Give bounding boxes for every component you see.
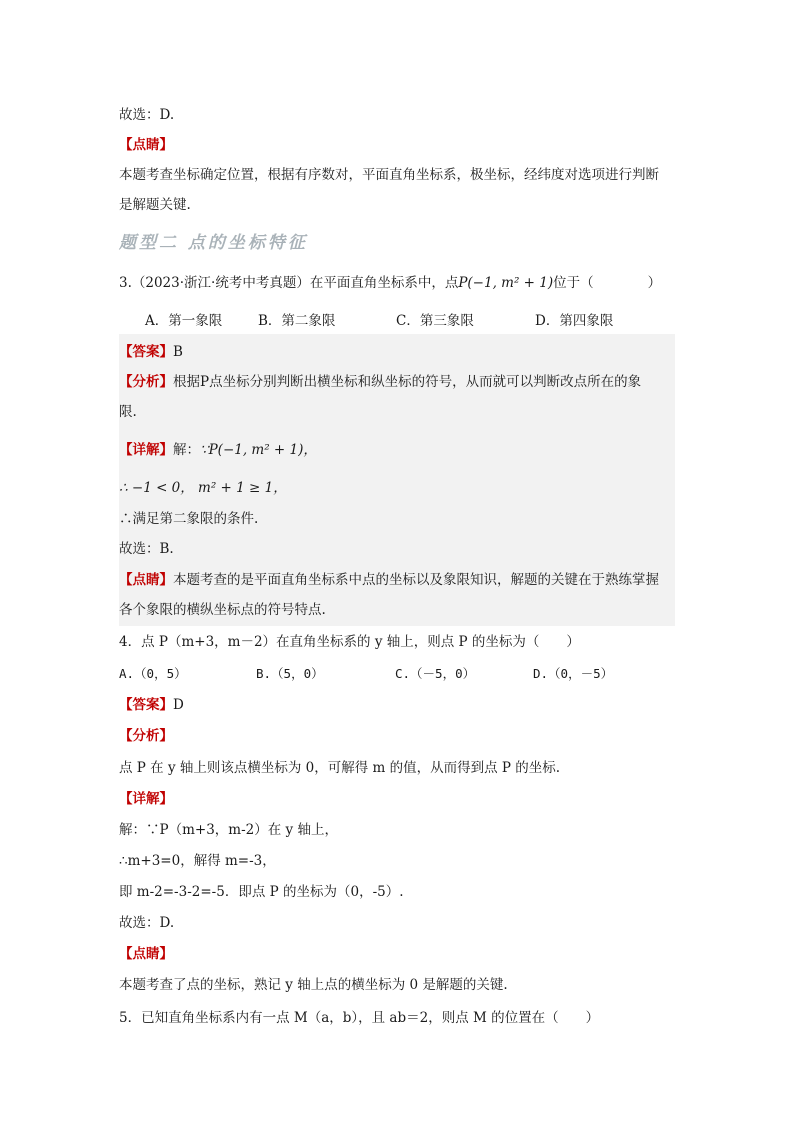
q3-analysis-line2: 限. [119, 404, 137, 420]
q3-detail-tag: 【详解】 [119, 442, 173, 458]
q3-option-a: A．第一象限 [145, 313, 223, 329]
q4-answer-value: D [173, 697, 184, 713]
section-title: 题型二 点的坐标特征 [119, 233, 308, 253]
q5-stem: 5．已知直角坐标系内有一点 M（a，b），且 ab＝2，则点 M 的位置在（ ） [119, 1010, 600, 1026]
q4-answer [119, 695, 184, 715]
q3-answer [119, 342, 183, 362]
q4-analysis: 点 P 在 y 轴上则该点横坐标为 0，可解得 m 的值，从而得到点 P 的坐标. [119, 760, 561, 776]
q2-comment-line2: 是解题关键. [119, 197, 191, 213]
q3-conclusion: 故选：B. [119, 541, 174, 557]
q3-analysis [119, 372, 641, 392]
q3-step2: ∴满足第二象限的条件. [119, 511, 259, 527]
q2-comment-tag: 【点睛】 [119, 137, 173, 153]
q4-conclusion: 故选：D. [119, 915, 175, 931]
q4-stem: 4．点 P（m+3，m－2）在直角坐标系的 y 轴上，则点 P 的坐标为（ ） [119, 634, 580, 650]
q3-answer-tag: 【答案】 [119, 344, 173, 360]
q3-detail-prefix: 解： [173, 442, 200, 458]
q4-analysis-tag: 【分析】 [119, 728, 173, 744]
q3-option-d: D．第四象限 [535, 313, 614, 329]
q3-stem [119, 273, 661, 293]
q4-step1: 解：∵P（m+3，m-2）在 y 轴上， [119, 822, 338, 838]
q2-answer-line: 故选：D. [119, 107, 175, 123]
q3-stem-prefix: 3.（2023·浙江·统考中考真题）在平面直角坐标系中，点 [119, 275, 459, 291]
q4-detail-tag: 【详解】 [119, 791, 173, 807]
q4-step2: ∴m+3=0，解得 m=-3， [119, 853, 276, 869]
q4-option-b: B.（5，0） [256, 666, 324, 681]
q3-comment-line1: 本题考查的是平面直角坐标系中点的坐标以及象限知识，解题的关键在于熟练掌握 [173, 572, 659, 588]
q4-comment-tag: 【点睛】 [119, 946, 173, 962]
q3-detail [119, 440, 317, 460]
q4-step3: 即 m-2=-3-2=-5．即点 P 的坐标为（0，-5）. [119, 884, 404, 900]
q3-option-b: B．第二象限 [258, 313, 336, 329]
q3-answer-value: B [173, 344, 183, 360]
q3-comment-tag: 【点睛】 [119, 572, 173, 588]
q4-answer-tag: 【答案】 [119, 697, 173, 713]
q4-option-c: C.（－5，0） [395, 666, 476, 681]
q3-option-c: C．第三象限 [396, 313, 474, 329]
q4-comment: 本题考查了点的坐标，熟记 y 轴上点的横坐标为 0 是解题的关键. [119, 977, 508, 993]
q3-comment-line2: 各个象限的横纵坐标点的符号特点. [119, 602, 326, 618]
q3-stem-math: P(−1, m² + 1) [458, 275, 554, 291]
q4-option-a: A.（0，5） [119, 666, 187, 681]
q3-analysis-line1: 根据P点坐标分别判断出横坐标和纵坐标的符号，从而就可以判断改点所在的象 [173, 374, 642, 390]
q3-detail-math: ∵P(−1, m² + 1)， [200, 442, 317, 458]
q3-analysis-tag: 【分析】 [119, 374, 173, 390]
q4-option-d: D.（0，－5） [533, 666, 614, 681]
q3-step1: ∴ −1 < 0， m² + 1 ≥ 1， [119, 480, 287, 496]
q2-comment-line1: 本题考查坐标确定位置，根据有序数对，平面直角坐标系，极坐标，经纬度对选项进行判断 [119, 167, 659, 183]
q3-comment [119, 570, 659, 590]
q3-stem-suffix: 位于（ ） [553, 275, 662, 291]
